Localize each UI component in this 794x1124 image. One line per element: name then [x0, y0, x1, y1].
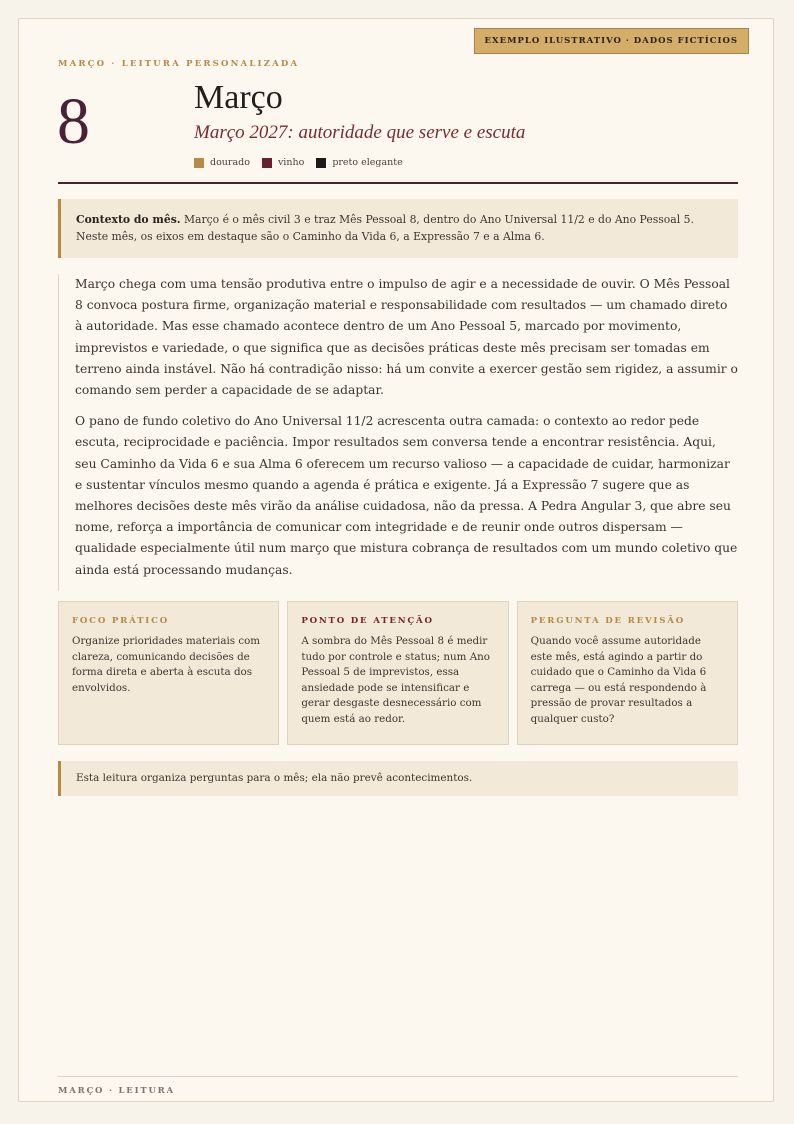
header-divider [58, 182, 738, 184]
reading-body [58, 274, 738, 591]
page-title: Março [194, 79, 283, 116]
month-number: 8 [57, 85, 90, 158]
card-text: Organize prioridades materiais com clareza, comunicando decisões de forma direta e aberta à escuta dos envolvidos. [72, 635, 261, 694]
card-text: Quando você assume autoridade este mês, está agindo a partir do cuidado que o Caminho da Vida 6 carrega — ou está respondendo à pressão de provar resultados a qualquer custo? [530, 635, 707, 725]
body-paragraph: O pano de fundo coletivo do Ano Universal 11/2 acrescenta outra camada: o contexto ao redor pede escuta, reciprocidade e paciência. Impor resultados sem conversa tende a encontrar resistência. Aqui, seu Caminho da Vida 6 e sua Alma 6 oferecem um recurso valioso — a capacidade de cuidar, harmonizar e sustentar vínculos mesmo quando a agenda é prática e exigente. Já a Expressão 7 sugere que as melhores decisões deste mês virão da análise cuidadosa, não da pressa. A Pedra Angular 3, que abre seu nome, reforça a importância de comunicar com integridade e de reunir onde outros dispersam — qualidade especialmente útil num março que mistura cobrança de resultados com um mundo coletivo que ainda está processando mudanças. [75, 414, 738, 577]
footer-divider [58, 1076, 738, 1077]
context-text: Março é o mês civil 3 e traz Mês Pessoal 8, dentro do Ano Universal 11/2 e do Ano Pessoal 5. Neste mês, os eixos em destaque são o Caminho da Vida 6, a Expressão 7 e a Alma 6. [76, 213, 694, 243]
legend-label: preto elegante [332, 157, 403, 168]
illustrative-badge: EXEMPLO ILUSTRATIVO · DADOS FICTÍCIOS [474, 28, 749, 54]
card-title: PONTO DE ATENÇÃO [301, 616, 434, 626]
card-title: PERGUNTA DE REVISÃO [530, 616, 686, 626]
card-foco-pratico [58, 601, 279, 745]
legend-item-dourado [194, 157, 250, 168]
color-legend [194, 157, 403, 168]
legend-swatch [262, 158, 272, 168]
context-label: Contexto do mês. [76, 213, 181, 226]
card-title: FOCO PRÁTICO [72, 616, 170, 626]
disclaimer-note: Esta leitura organiza perguntas para o mês; ela não prevê acontecimentos. [58, 761, 738, 796]
legend-swatch [316, 158, 326, 168]
legend-label: dourado [210, 157, 250, 168]
kicker: MARÇO · LEITURA PERSONALIZADA [58, 59, 300, 69]
card-text: A sombra do Mês Pessoal 8 é medir tudo por controle e status; num Ano Pessoal 5 de imprevistos, essa ansiedade pode se intensificar e gerar desgaste desnecessário com quem está ao redor. [301, 635, 490, 725]
page-footer: MARÇO · LEITURA [58, 1086, 175, 1096]
insight-cards [58, 601, 738, 745]
card-ponto-de-atencao [287, 601, 508, 745]
page-subtitle: Março 2027: autoridade que serve e escuta [194, 122, 526, 143]
legend-item-preto [316, 157, 402, 168]
context-box [58, 199, 738, 258]
legend-item-vinho [262, 157, 304, 168]
body-paragraph: Março chega com uma tensão produtiva entre o impulso de agir e a necessidade de ouvir. O Mês Pessoal 8 convoca postura firme, organização material e responsabilidade com resultados — um chamado direto à autoridade. Mas esse chamado acontece dentro de um Ano Pessoal 5, marcado por movimento, imprevistos e variedade, o que significa que as decisões práticas deste mês precisam ser tomadas em terreno ainda instável. Não há contradição nisso: há um convite a exercer gestão sem rigidez, a assumir o comando sem perder a capacidade de se adaptar. [75, 277, 738, 398]
legend-swatch [194, 158, 204, 168]
legend-label: vinho [277, 157, 305, 168]
card-pergunta-de-revisao [517, 601, 738, 745]
page-sheet [18, 18, 774, 1102]
